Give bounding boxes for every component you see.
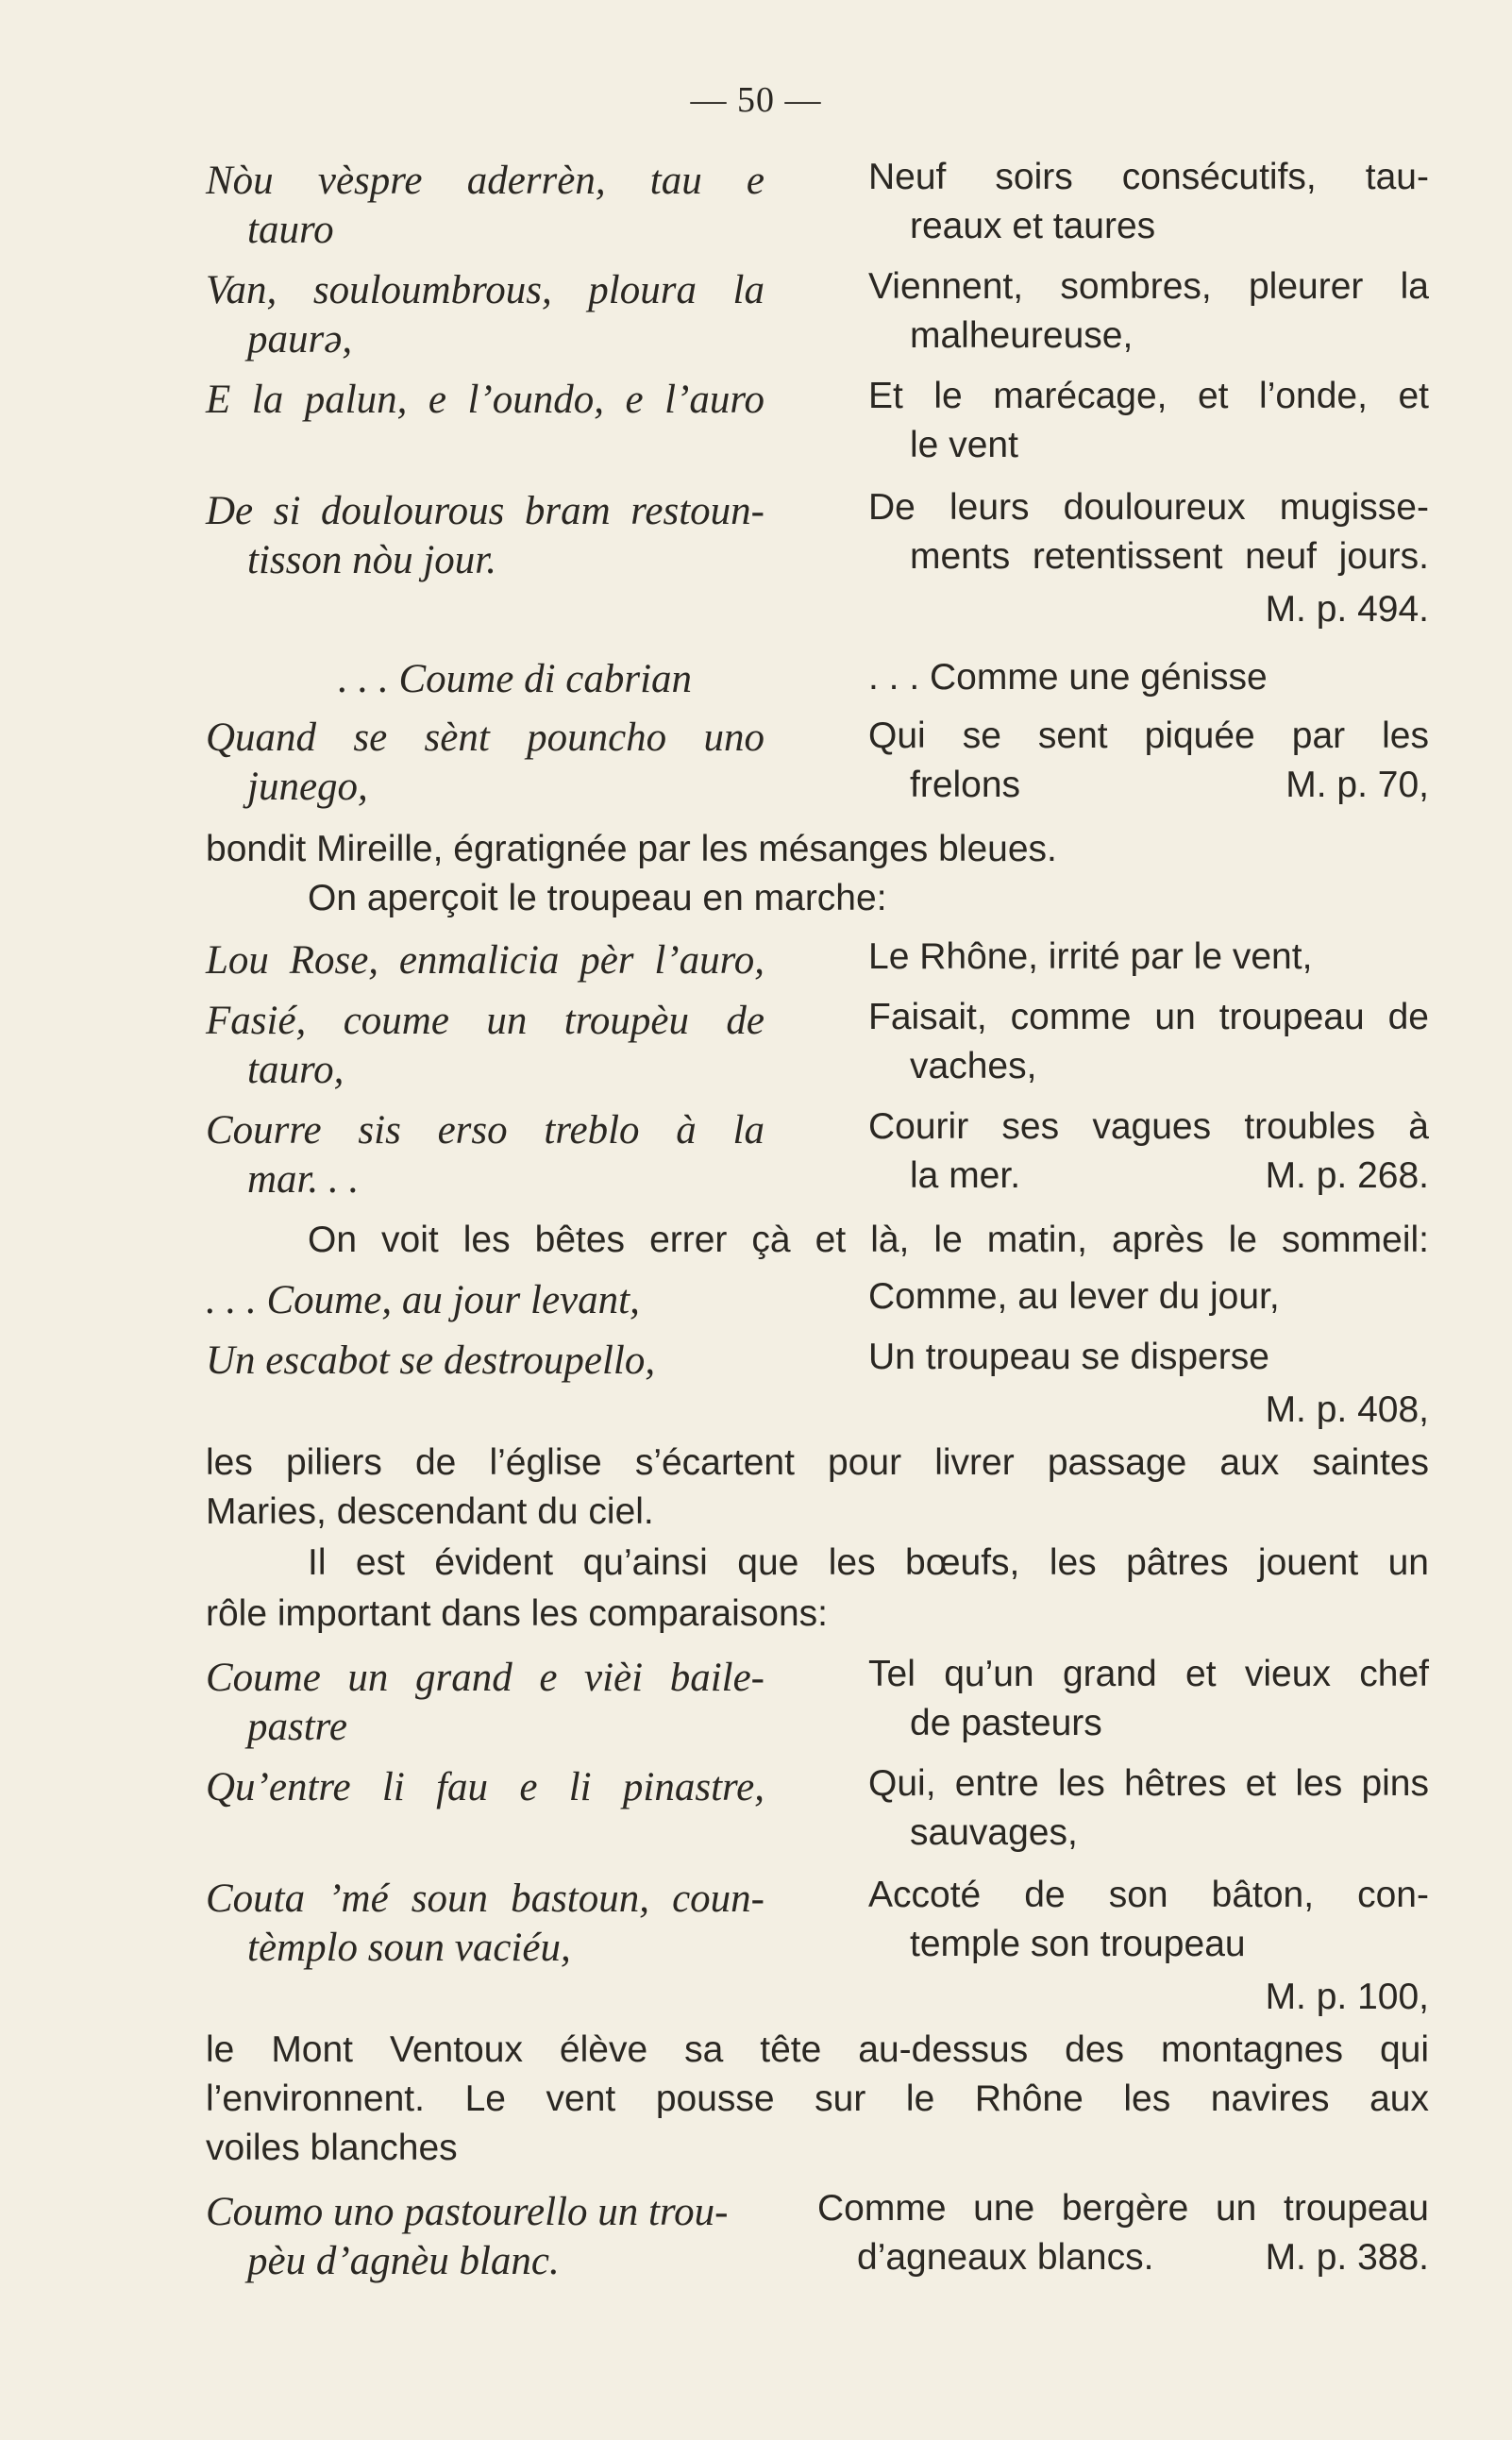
prose-line: voiles blanches [206, 2128, 458, 2168]
occitan-line: paurə, [247, 317, 353, 362]
french-line: Et le marécage, et l’onde, et [868, 376, 1429, 416]
french-line: Le Rhône, irrité par le vent, [868, 936, 1313, 977]
french-line: Qui, entre les hêtres et les pins [868, 1763, 1429, 1804]
french-line: De leurs douloureux mugisse- [868, 487, 1429, 528]
french-line: Un troupeau se disperse [868, 1337, 1269, 1377]
prose-line: les piliers de l’église s’écartent pour livrer passage aux saintes [206, 1442, 1429, 1483]
prose-line: On aperçoit le troupeau en marche: [308, 878, 887, 918]
occitan-line: . . . Coume, au jour levant, [206, 1278, 640, 1322]
french-line: Faisait, comme un troupeau de [868, 997, 1429, 1037]
prose-line: rôle important dans les comparaisons: [206, 1593, 828, 1634]
occitan-line: tèmplo soun vaciéu, [247, 1926, 571, 1970]
citation: M. p. 268. [1265, 1155, 1429, 1196]
citation: M. p. 408, [1265, 1389, 1429, 1430]
occitan-line: Couta ’mé soun bastoun, coun- [206, 1876, 764, 1921]
french-line: Courir ses vagues troubles à [868, 1106, 1429, 1147]
prose-line: l’environnent. Le vent pousse sur le Rhône les navires aux [206, 2078, 1429, 2119]
occitan-line: tisson nòu jour. [247, 538, 497, 582]
french-line: Neuf soirs consécutifs, tau- [868, 157, 1429, 197]
occitan-line: E la palun, e l’oundo, e l’auro [206, 378, 764, 422]
french-line: malheureuse, [910, 315, 1134, 356]
occitan-line: Fasié, coume un troupèu de [206, 999, 764, 1043]
occitan-line: Quand se sènt pouncho uno [206, 715, 764, 760]
occitan-line: Van, souloumbrous, ploura la [206, 268, 764, 312]
occitan-line: Coumo uno pastourello un trou- [206, 2190, 729, 2234]
french-line: temple son troupeau [910, 1924, 1246, 1964]
page-number: — 50 — [690, 80, 822, 120]
occitan-line: De si doulourous bram restoun- [206, 489, 764, 533]
french-line: . . . Comme une génisse [868, 657, 1268, 698]
occitan-line: tauro, [247, 1048, 344, 1092]
occitan-line: pastre [247, 1705, 347, 1749]
french-line: la mer. [910, 1155, 1021, 1196]
french-line: reaux et taures [910, 206, 1156, 246]
occitan-line: tauro [247, 208, 334, 252]
french-line: de pasteurs [910, 1703, 1102, 1743]
occitan-line: pèu d’agnèu blanc. [247, 2239, 560, 2283]
prose-line: bondit Mireille, égratignée par les mésanges bleues. [206, 829, 1057, 869]
occitan-line: . . . Coume di cabrian [338, 657, 693, 701]
prose-line: Il est évident qu’ainsi que les bœufs, les pâtres jouent un [308, 1542, 1429, 1583]
occitan-line: Courre sis erso treblo à la [206, 1108, 764, 1153]
occitan-line: Qu’entre li fau e li pinastre, [206, 1765, 764, 1809]
citation: M. p. 100, [1265, 1977, 1429, 2017]
occitan-line: Un escabot se destroupello, [206, 1338, 656, 1383]
french-line: Tel qu’un grand et vieux chef [868, 1654, 1429, 1694]
french-line: sauvages, [910, 1812, 1078, 1853]
french-line: le vent [910, 425, 1018, 465]
occitan-line: junego, [247, 765, 368, 809]
french-line: d’agneaux blancs. [857, 2237, 1154, 2278]
prose-line: On voit les bêtes errer çà et là, le matin, après le sommeil: [308, 1220, 1429, 1260]
occitan-line: Lou Rose, enmalicia pèr l’auro, [206, 938, 764, 983]
prose-line: le Mont Ventoux élève sa tête au-dessus des montagnes qui [206, 2029, 1429, 2070]
french-line: ments retentissent neuf jours. [910, 536, 1429, 577]
occitan-line: Nòu vèspre aderrèn, tau e [206, 159, 764, 203]
french-line: vaches, [910, 1046, 1037, 1086]
occitan-line: Coume un grand e vièi baile- [206, 1656, 764, 1700]
prose-line: Maries, descendant du ciel. [206, 1491, 654, 1532]
french-line: Comme, au lever du jour, [868, 1276, 1280, 1317]
french-line: Qui se sent piquée par les [868, 715, 1429, 756]
french-line: frelons [910, 765, 1021, 805]
french-line: Viennent, sombres, pleurer la [868, 266, 1429, 307]
french-line: Accoté de son bâton, con- [868, 1875, 1429, 1915]
occitan-line: mar. . . [247, 1157, 360, 1202]
citation: M. p. 70, [1285, 765, 1429, 805]
french-line: Comme une bergère un troupeau [817, 2188, 1429, 2229]
citation: M. p. 388. [1265, 2237, 1429, 2278]
citation: M. p. 494. [1265, 589, 1429, 630]
